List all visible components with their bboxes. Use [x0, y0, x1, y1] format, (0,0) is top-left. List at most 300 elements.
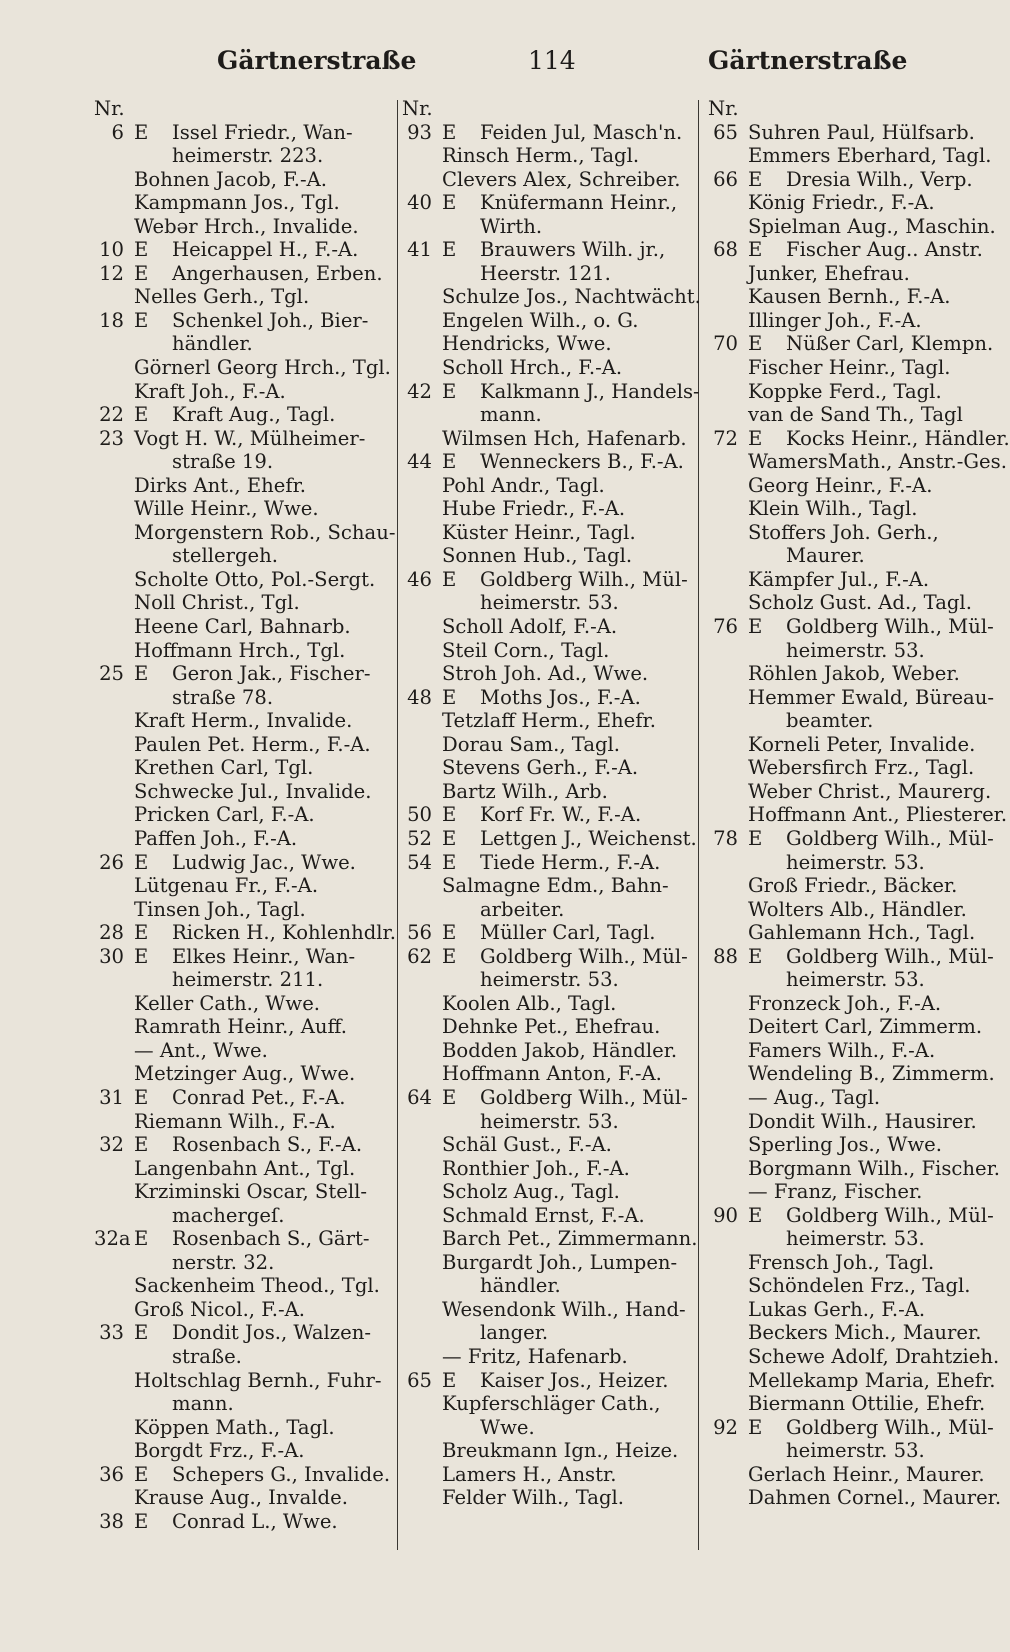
directory-entry	[402, 1369, 694, 1393]
owner-marker: E	[442, 1368, 457, 1392]
entry-text: Pricken Carl, F.-A.	[134, 803, 315, 827]
directory-entry	[94, 733, 392, 757]
house-number: 66	[713, 167, 738, 191]
owner-marker: E	[442, 191, 457, 215]
house-number: 40	[407, 191, 432, 215]
directory-entry	[708, 780, 1004, 804]
entry-text: Kalkmann J., Handels-	[480, 379, 700, 403]
directory-entry	[402, 1133, 694, 1157]
entry-text: Kämpfer Jul., F.-A.	[748, 567, 930, 591]
entry-text: Moths Jos., F.-A.	[480, 685, 641, 709]
directory-entry	[708, 521, 1004, 545]
entry-text: Schepers G., Invalide.	[172, 1462, 391, 1486]
entry-continuation: händler.	[172, 332, 253, 356]
directory-entry	[94, 497, 392, 521]
house-number: 46	[407, 567, 432, 591]
owner-marker: E	[134, 1085, 149, 1109]
directory-entry	[94, 803, 392, 827]
house-number: 18	[99, 308, 124, 332]
house-number: 32	[99, 1133, 124, 1157]
owner-marker: E	[748, 944, 763, 968]
house-number: 42	[407, 379, 432, 403]
entry-text: Stoffers Joh. Gerh.,	[748, 520, 939, 544]
entry-text: Wesendonk Wilh., Hand-	[442, 1297, 686, 1321]
entry-text: Korneli Peter, Invalide.	[748, 732, 976, 756]
directory-entry	[402, 1039, 694, 1063]
entry-text: Stroh Joh. Ad., Wwe.	[442, 662, 649, 686]
house-number: 12	[99, 261, 124, 285]
entry-continuation: heimerstr. 53.	[786, 850, 925, 874]
directory-entry	[708, 898, 1004, 922]
entry-text: Feiden Jul, Masch'n.	[480, 120, 683, 144]
directory-entry	[402, 851, 694, 875]
directory-entry	[402, 874, 694, 898]
entry-text: Kraft Herm., Invalide.	[134, 709, 353, 733]
entry-continuation: heimerstr. 53.	[480, 968, 619, 992]
owner-marker: E	[748, 238, 763, 262]
directory-entry	[708, 1463, 1004, 1487]
entry-continuation: straße 19.	[172, 450, 274, 474]
entry-text: Angerhausen, Erben.	[172, 261, 383, 285]
entry-continuation: Heerstr. 121.	[480, 261, 611, 285]
owner-marker: E	[134, 1509, 149, 1533]
entry-text: Morgenstern Rob., Schau-	[134, 520, 396, 544]
entry-text: Schulze Jos., Nachtwächt.	[442, 285, 701, 309]
house-number: 52	[407, 826, 432, 850]
owner-marker: E	[748, 167, 763, 191]
directory-entry	[708, 591, 1004, 615]
directory-entry	[94, 191, 392, 215]
house-number: 70	[713, 332, 738, 356]
house-number: 28	[99, 921, 124, 945]
entry-text: Wendeling B., Zimmerm.	[748, 1062, 995, 1086]
owner-marker: E	[134, 1133, 149, 1157]
entry-text: Goldberg Wilh., Mül-	[786, 826, 994, 850]
entry-continuation: heimerstr. 53.	[786, 968, 925, 992]
directory-entry	[708, 1157, 1004, 1181]
entry-text: Sonnen Hub., Tagl.	[442, 544, 633, 568]
owner-marker: E	[134, 850, 149, 874]
owner-marker: E	[134, 921, 149, 945]
directory-entry	[402, 497, 694, 521]
directory-entry	[708, 238, 1004, 262]
directory-entry	[402, 686, 694, 710]
house-number: 88	[713, 944, 738, 968]
directory-entry	[402, 521, 694, 545]
entry-continuation: straße.	[172, 1344, 242, 1368]
entry-continuation: heimerstr. 53.	[786, 1227, 925, 1251]
entry-text: Beckers Mich., Maurer.	[748, 1321, 982, 1345]
owner-marker: E	[442, 921, 457, 945]
entry-text: Wilmsen Hch, Hafenarb.	[442, 426, 687, 450]
directory-entry	[94, 1321, 392, 1345]
house-number: 31	[99, 1085, 124, 1109]
directory-entry	[708, 1204, 1004, 1228]
directory-entry	[94, 1463, 392, 1487]
running-head-right: Gärtnerstraße	[708, 46, 908, 75]
entry-text: Wenneckers B., F.-A.	[480, 450, 684, 474]
entry-text: Riemann Wilh., F.-A.	[134, 1109, 336, 1133]
entry-text: Stevens Gerh., F.-A.	[442, 756, 639, 780]
page-number: 114	[528, 46, 576, 75]
entry-text: WamersMath., Anstr.-Ges.	[748, 450, 1007, 474]
directory-entry	[402, 921, 694, 945]
entry-text: Georg Heinr., F.-A.	[748, 473, 933, 497]
entry-text: Goldberg Wilh., Mül-	[480, 944, 688, 968]
directory-entry	[94, 898, 392, 922]
entry-text: Suhren Paul, Hülfsarb.	[748, 120, 975, 144]
entry-text: Kraft Joh., F.-A.	[134, 379, 286, 403]
directory-entry	[402, 1298, 694, 1322]
entry-text: Gerlach Heinr., Maurer.	[748, 1462, 985, 1486]
entry-text: Conrad Pet., F.-A.	[172, 1085, 346, 1109]
directory-entry	[94, 474, 392, 498]
entry-text: Hemmer Ewald, Büreau-	[748, 685, 994, 709]
entry-text: Kraft Aug., Tagl.	[172, 403, 336, 427]
entry-text: Hoffmann Ant., Pliesterer.	[748, 803, 1008, 827]
entry-continuation: Wirth.	[480, 214, 543, 238]
entry-text: Ludwig Jac., Wwe.	[172, 850, 356, 874]
entry-text: Dresia Wilh., Verp.	[786, 167, 973, 191]
directory-entry	[708, 450, 1007, 474]
directory-entry	[402, 1251, 694, 1275]
house-number: 30	[99, 944, 124, 968]
owner-marker: E	[748, 826, 763, 850]
entry-text: Lukas Gerh., F.-A.	[748, 1297, 926, 1321]
directory-entry	[402, 756, 694, 780]
entry-text: Frensch Joh., Tagl.	[748, 1250, 935, 1274]
directory-entry	[708, 474, 1004, 498]
directory-entry	[402, 285, 701, 309]
entry-text: Famers Wilh., F.-A.	[748, 1038, 936, 1062]
entry-text: Rosenbach S., Gärt-	[172, 1227, 370, 1251]
entry-text: Knüfermann Heinr.,	[480, 191, 678, 215]
directory-entry	[94, 945, 392, 969]
running-head-left: Gärtnerstraße	[217, 46, 417, 75]
directory-entry	[402, 733, 694, 757]
directory-entry	[708, 380, 1004, 404]
owner-marker: E	[442, 450, 457, 474]
owner-marker: E	[442, 803, 457, 827]
house-number: 76	[713, 615, 738, 639]
directory-entry	[708, 1039, 1004, 1063]
owner-marker: E	[134, 662, 149, 686]
directory-entry	[708, 356, 1004, 380]
directory-entry	[708, 1086, 1004, 1110]
house-number: 26	[99, 850, 124, 874]
owner-marker: E	[134, 261, 149, 285]
directory-entry	[94, 215, 392, 239]
directory-entry	[708, 1298, 1004, 1322]
directory-entry	[94, 1086, 392, 1110]
directory-entry	[708, 1392, 1004, 1416]
entry-text: Goldberg Wilh., Mül-	[786, 1203, 994, 1227]
entry-text: Lütgenau Fr., F.-A.	[134, 874, 319, 898]
directory-entry	[94, 1298, 392, 1322]
directory-entry	[402, 639, 694, 663]
owner-marker: E	[748, 332, 763, 356]
directory-entry	[708, 874, 1004, 898]
directory-entry	[708, 568, 1004, 592]
house-number: 33	[99, 1321, 124, 1345]
entry-text: Noll Christ., Tgl.	[134, 591, 300, 615]
directory-entry	[708, 756, 1004, 780]
directory-entry	[94, 921, 396, 945]
owner-marker: E	[134, 120, 149, 144]
directory-entry	[94, 520, 396, 545]
directory-entry	[402, 568, 694, 592]
entry-text: Bohnen Jacob, F.-A.	[134, 167, 327, 191]
entry-text: Röhlen Jakob, Weber.	[748, 662, 960, 686]
directory-entry	[94, 427, 392, 451]
entry-text: Dorau Sam., Tagl.	[442, 732, 621, 756]
house-number: 44	[407, 450, 432, 474]
entry-text: Burgardt Joh., Lumpen-	[442, 1250, 678, 1274]
entry-continuation: heimerstr. 211.	[172, 968, 324, 992]
entry-text: Biermann Ottilie, Ehefr.	[748, 1392, 986, 1416]
house-number: 72	[713, 426, 738, 450]
directory-entry	[94, 1039, 392, 1063]
owner-marker: E	[748, 426, 763, 450]
directory-entry	[94, 1133, 392, 1157]
entry-text: Ricken H., Kohlenhdlr.	[172, 921, 396, 945]
directory-entry	[708, 1416, 1004, 1440]
directory-entry	[94, 1486, 392, 1510]
entry-text: Clevers Alex, Schreiber.	[442, 167, 681, 191]
directory-entry	[402, 1157, 694, 1181]
directory-entry	[402, 168, 694, 192]
entry-text: Issel Friedr., Wan-	[172, 120, 353, 144]
entry-text: Engelen Wilh., o. G.	[442, 308, 639, 332]
entry-text: Tetzlaff Herm., Ehefr.	[442, 709, 656, 733]
entry-text: Groß Nicol., F.-A.	[134, 1297, 306, 1321]
entry-continuation: machergeſ.	[172, 1203, 285, 1227]
entry-text: Krziminski Oscar, Stell-	[134, 1180, 367, 1204]
directory-entry	[94, 1416, 392, 1440]
house-number: 68	[713, 238, 738, 262]
directory-entry	[708, 309, 1004, 333]
directory-entry	[708, 285, 1004, 309]
directory-entry	[402, 1486, 694, 1510]
entry-text: — Ant., Wwe.	[134, 1038, 268, 1062]
directory-entry	[402, 309, 694, 333]
column-header-nr: Nr.	[708, 97, 739, 120]
entry-text: Koolen Alb., Tagl.	[442, 991, 617, 1015]
entry-text: Küster Heinr., Tagl.	[442, 520, 636, 544]
directory-entry	[94, 380, 392, 404]
entry-text: Langenbahn Ant., Tgl.	[134, 1156, 356, 1180]
owner-marker: E	[134, 308, 149, 332]
entry-text: Hube Friedr., F.-A.	[442, 497, 626, 521]
directory-entry	[708, 1274, 1004, 1298]
directory-entry	[402, 474, 694, 498]
owner-marker: E	[134, 1321, 149, 1345]
entry-text: Dirks Ant., Ehefr.	[134, 473, 307, 497]
entry-text: Kupferschläger Cath.,	[442, 1392, 661, 1416]
entry-text: Deitert Carl, Zimmerm.	[748, 1015, 983, 1039]
entry-text: Heicappel H., F.-A.	[172, 238, 359, 262]
entry-continuation: heimerstr. 53.	[480, 1109, 619, 1133]
house-number: 50	[407, 803, 432, 827]
column-2	[402, 97, 701, 1510]
entry-text: Bodden Jakob, Händler.	[442, 1038, 678, 1062]
directory-entry	[402, 191, 694, 215]
directory-entry	[708, 497, 1004, 521]
entry-text: Hoffmann Hrch., Tgl.	[134, 638, 346, 662]
entry-text: Spielman Aug., Maschin.	[748, 214, 996, 238]
entry-text: Hendricks, Wwe.	[442, 332, 612, 356]
entry-text: Sackenheim Theod., Tgl.	[134, 1274, 380, 1298]
directory-entry	[94, 262, 392, 286]
entry-continuation: mann.	[172, 1392, 234, 1416]
directory-entry	[94, 1062, 392, 1086]
entry-text: Goldberg Wilh., Mül-	[480, 567, 688, 591]
column-3	[708, 97, 1010, 1510]
entry-text: Krause Aug., Invalde.	[134, 1486, 348, 1510]
entry-continuation: heimerstr. 223.	[172, 144, 324, 168]
house-number: 92	[713, 1415, 738, 1439]
entry-text: Salmagne Edm., Bahn-	[442, 874, 669, 898]
directory-entry	[708, 827, 1004, 851]
directory-entry	[402, 544, 694, 568]
directory-entry	[94, 168, 392, 192]
directory-entry	[94, 780, 392, 804]
directory-entry	[94, 992, 392, 1016]
directory-entry	[94, 827, 392, 851]
directory-entry	[94, 662, 392, 686]
directory-entry	[402, 992, 694, 1016]
directory-entry	[94, 1110, 392, 1134]
entry-text: Goldberg Wilh., Mül-	[786, 1415, 994, 1439]
entry-text: Dahmen Cornel., Maurer.	[748, 1486, 1002, 1510]
entry-text: Felder Wilh., Tagl.	[442, 1486, 625, 1510]
owner-marker: E	[442, 944, 457, 968]
house-number: 23	[99, 426, 124, 450]
entry-text: Scholz Gust. Ad., Tagl.	[748, 591, 972, 615]
entry-text: Bartz Wilh., Arb.	[442, 779, 608, 803]
entry-text: Scholl Adolf, F.-A.	[442, 615, 618, 639]
entry-text: Brauwers Wilh. jr.,	[480, 238, 666, 262]
entry-text: Schenkel Joh., Bier-	[172, 308, 369, 332]
entry-text: Schöndelen Frz., Tagl.	[748, 1274, 971, 1298]
entry-continuation: langer.	[480, 1321, 549, 1345]
house-number: 25	[99, 662, 124, 686]
directory-entry	[402, 1392, 694, 1416]
house-number: 36	[99, 1462, 124, 1486]
entry-text: Dondit Jos., Walzen-	[172, 1321, 371, 1345]
entry-text: Scholz Aug., Tagl.	[442, 1180, 620, 1204]
entry-text: Schwecke Jul., Invalide.	[134, 779, 372, 803]
directory-entry	[708, 1015, 1004, 1039]
owner-marker: E	[134, 1462, 149, 1486]
owner-marker: E	[442, 567, 457, 591]
owner-marker: E	[442, 379, 457, 403]
owner-marker: E	[748, 615, 763, 639]
entry-continuation: heimerstr. 53.	[480, 591, 619, 615]
owner-marker: E	[442, 1085, 457, 1109]
directory-entry	[94, 1227, 392, 1251]
directory-entry	[94, 1180, 392, 1204]
entry-text: Dondit Wilh., Hausirer.	[748, 1109, 977, 1133]
owner-marker: E	[134, 1227, 149, 1251]
owner-marker: E	[134, 238, 149, 262]
house-number: 48	[407, 685, 432, 709]
directory-entry	[402, 1204, 694, 1228]
directory-entry	[708, 1110, 1004, 1134]
entry-text: Borgmann Wilh., Fischer.	[748, 1156, 1001, 1180]
directory-entry	[402, 1439, 694, 1463]
entry-continuation: heimerstr. 53.	[786, 1439, 925, 1463]
entry-text: Elkes Heinr., Wan-	[172, 944, 356, 968]
directory-entry	[708, 168, 1004, 192]
directory-entry	[94, 615, 392, 639]
house-number: 38	[99, 1509, 124, 1533]
owner-marker: E	[442, 826, 457, 850]
house-number: 41	[407, 238, 432, 262]
entry-text: Weber Christ., Maurerg.	[748, 779, 992, 803]
entry-text: Ronthier Joh., F.-A.	[442, 1156, 630, 1180]
entry-text: Holtschlag Bernh., Fuhr-	[134, 1368, 382, 1392]
entry-text: Kampmann Jos., Tgl.	[134, 191, 340, 215]
entry-continuation: heimerstr. 53.	[786, 638, 925, 662]
entry-text: Nüßer Carl, Klempn.	[786, 332, 994, 356]
directory-entry	[402, 427, 694, 451]
house-number: 32a	[94, 1227, 131, 1251]
directory-entry	[94, 1510, 392, 1534]
directory-entry	[402, 356, 694, 380]
entry-text: Wolters Alb., Händler.	[748, 897, 967, 921]
entry-text: Webersfirch Frz., Tagl.	[748, 756, 975, 780]
directory-entry	[402, 1015, 694, 1039]
entry-text: Barch Pet., Zimmermann.	[442, 1227, 698, 1251]
directory-entry	[402, 1463, 694, 1487]
entry-text: Goldberg Wilh., Mül-	[480, 1085, 688, 1109]
entry-text: Dehnke Pet., Ehefrau.	[442, 1015, 661, 1039]
house-number: 62	[407, 944, 432, 968]
directory-entry	[708, 121, 1004, 145]
directory-entry	[708, 1486, 1004, 1510]
entry-text: Müller Carl, Tagl.	[480, 921, 656, 945]
house-number: 78	[713, 826, 738, 850]
entry-text: Paffen Joh., F.-A.	[134, 826, 298, 850]
directory-entry	[94, 874, 392, 898]
entry-text: Korf Fr. W., F.-A.	[480, 803, 642, 827]
directory-entry	[94, 1274, 392, 1298]
entry-text: Köppen Math., Tagl.	[134, 1415, 335, 1439]
directory-entry	[94, 285, 392, 309]
directory-entry	[708, 191, 1004, 215]
directory-entry	[708, 1062, 1004, 1086]
entry-text: Klein Wilh., Tagl.	[748, 497, 918, 521]
directory-entry	[94, 309, 392, 333]
entry-text: König Friedr., F.-A.	[748, 191, 935, 215]
directory-entry	[402, 332, 694, 356]
owner-marker: E	[442, 120, 457, 144]
owner-marker: E	[748, 1415, 763, 1439]
entry-continuation: stellergeh.	[172, 544, 279, 568]
entry-text: Kocks Heinr., Händler.	[786, 426, 1010, 450]
entry-text: Ramrath Heinr., Auff.	[134, 1015, 347, 1039]
directory-entry	[708, 945, 1004, 969]
house-number: 90	[713, 1203, 738, 1227]
entry-text: Sperling Jos., Wwe.	[748, 1133, 942, 1157]
entry-continuation: nerstr. 32.	[172, 1250, 275, 1274]
entry-text: Vogt H. W., Mülheimer-	[134, 426, 366, 450]
entry-text: Schäl Gust., F.-A.	[442, 1133, 612, 1157]
entry-text: Emmers Eberhard, Tagl.	[748, 144, 992, 168]
column-header-nr: Nr.	[94, 97, 125, 120]
entry-text: Pohl Andr., Tagl.	[442, 473, 605, 497]
